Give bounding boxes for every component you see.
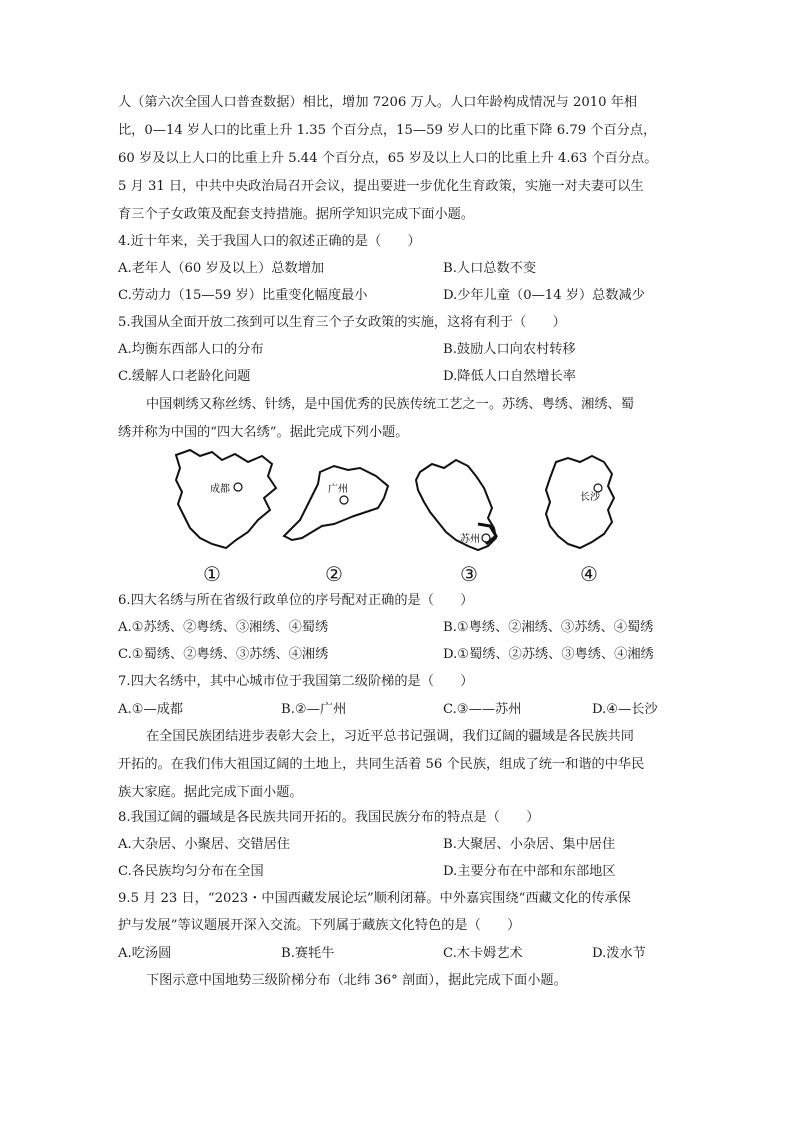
q8-option-c: C.各民族均匀分布在全国: [118, 864, 264, 879]
q9-option-a: A.吃汤圆: [118, 946, 172, 961]
q4-option-a: A.老年人（60 岁及以上）总数增加: [118, 261, 325, 276]
passage2-line2: 绣并称为中国的“四大名绣”。据此完成下列小题。: [118, 425, 409, 440]
passage1-line3: 60 岁及以上人口的比重上升 5.44 个百分点，65 岁及以上人口的比重上升 4.63 个百分点。: [118, 151, 658, 166]
q4-option-b: B.人口总数不变: [443, 261, 537, 276]
q7-option-a: A.①—成都: [118, 702, 184, 717]
q4-stem: 4.近十年来，关于我国人口的叙述正确的是（ ）: [118, 234, 421, 249]
q8-stem: 8.我国辽阔的疆域是各民族共同开拓的。我国民族分布的特点是（ ）: [118, 810, 540, 825]
q4-option-d: D.少年儿童（0—14 岁）总数减少: [443, 288, 645, 303]
province-maps-figure: [0, 440, 794, 590]
q8-option-b: B.大聚居、小杂居、集中居住: [443, 837, 616, 852]
map1-city: 成都: [210, 484, 230, 495]
map2-number: ②: [325, 562, 343, 586]
q6-stem: 6.四大名绣与所在省级行政单位的序号配对正确的是（ ）: [118, 593, 474, 608]
passage1-line1: 人（第六次全国人口普查数据）相比，增加 7206 万人。人口年龄构成情况与 2010 年相: [118, 95, 638, 110]
guangdong-outline: [284, 466, 388, 540]
sichuan-outline: [176, 450, 276, 548]
q9-stem-line2: 护与发展”等议题展开深入交流。下列属于藏族文化特色的是（ ）: [118, 918, 521, 933]
passage1-line4: 5 月 31 日，中共中央政治局召开会议，提出要进一步优化生育政策，实施一对夫妻可以生: [118, 179, 644, 194]
passage3-line2: 开拓的。在我们伟大祖国辽阔的土地上，共同生活着 56 个民族，组成了统一和谐的中华民: [118, 757, 645, 772]
q7-option-c: C.③——苏州: [443, 702, 522, 717]
q5-option-d: D.降低人口自然增长率: [443, 369, 576, 384]
q6-option-c: C.①蜀绣、②粤绣、③苏绣、④湘绣: [118, 647, 329, 662]
q6-option-b: B.①粤绣、②湘绣、③苏绣、④蜀绣: [443, 620, 654, 635]
q9-option-d: D.泼水节: [592, 946, 646, 961]
passage2-line1: 中国刺绣又称丝绣、针绣，是中国优秀的民族传统工艺之一。苏绣、粤绣、湘绣、蜀: [146, 397, 634, 412]
q6-option-a: A.①苏绣、②粤绣、③湘绣、④蜀绣: [118, 620, 329, 635]
map2-city: 广州: [328, 484, 348, 495]
map3-city: 苏州: [460, 534, 480, 545]
passage3-line3: 族大家庭。据此完成下面小题。: [118, 785, 303, 800]
map4-number: ④: [580, 562, 598, 586]
q8-option-d: D.主要分布在中部和东部地区: [443, 864, 616, 879]
passage1-line5: 育三个子女政策及配套支持措施。据所学知识完成下面小题。: [118, 207, 475, 222]
q7-stem: 7.四大名绣中，其中心城市位于我国第二级阶梯的是（ ）: [118, 674, 474, 689]
map1-number: ①: [203, 562, 221, 586]
q5-option-c: C.缓解人口老龄化问题: [118, 369, 251, 384]
q9-option-c: C.木卡姆艺术: [443, 946, 523, 961]
passage3-line1: 在全国民族团结进步表彰大会上，习近平总书记强调，我们辽阔的疆域是各民族共同: [146, 729, 634, 744]
q9-option-b: B.赛牦牛: [281, 946, 335, 961]
q6-option-d: D.①蜀绣、②苏绣、③粤绣、④湘绣: [443, 647, 654, 662]
q4-option-c: C.劳动力（15—59 岁）比重变化幅度最小: [118, 288, 368, 303]
q8-option-a: A.大杂居、小聚居、交错居住: [118, 837, 290, 852]
map4-city: 长沙: [580, 492, 600, 503]
q5-stem: 5.我国从全面开放二孩到可以生育三个子女政策的实施，这将有利于（ ）: [118, 315, 566, 330]
q7-option-b: B.②—广州: [281, 702, 347, 717]
q7-option-d: D.④—长沙: [592, 702, 658, 717]
q9-stem-line1: 9.5 月 23 日，“2023・中国西藏发展论坛”顺利闭幕。中外嘉宾围绕“西藏文化的传承保: [118, 891, 631, 906]
province-outlines: [0, 440, 794, 590]
q5-option-b: B.鼓励人口向农村转移: [443, 342, 576, 357]
map3-number: ③: [460, 562, 478, 586]
q5-option-a: A.均衡东西部人口的分布: [118, 342, 264, 357]
passage1-line2: 比，0—14 岁人口的比重上升 1.35 个百分点，15—59 岁人口的比重下降 6.79 个百分点，: [118, 123, 657, 138]
passage4-line1: 下图示意中国地势三级阶梯分布（北纬 36° 剖面），据此完成下面小题。: [146, 973, 567, 988]
